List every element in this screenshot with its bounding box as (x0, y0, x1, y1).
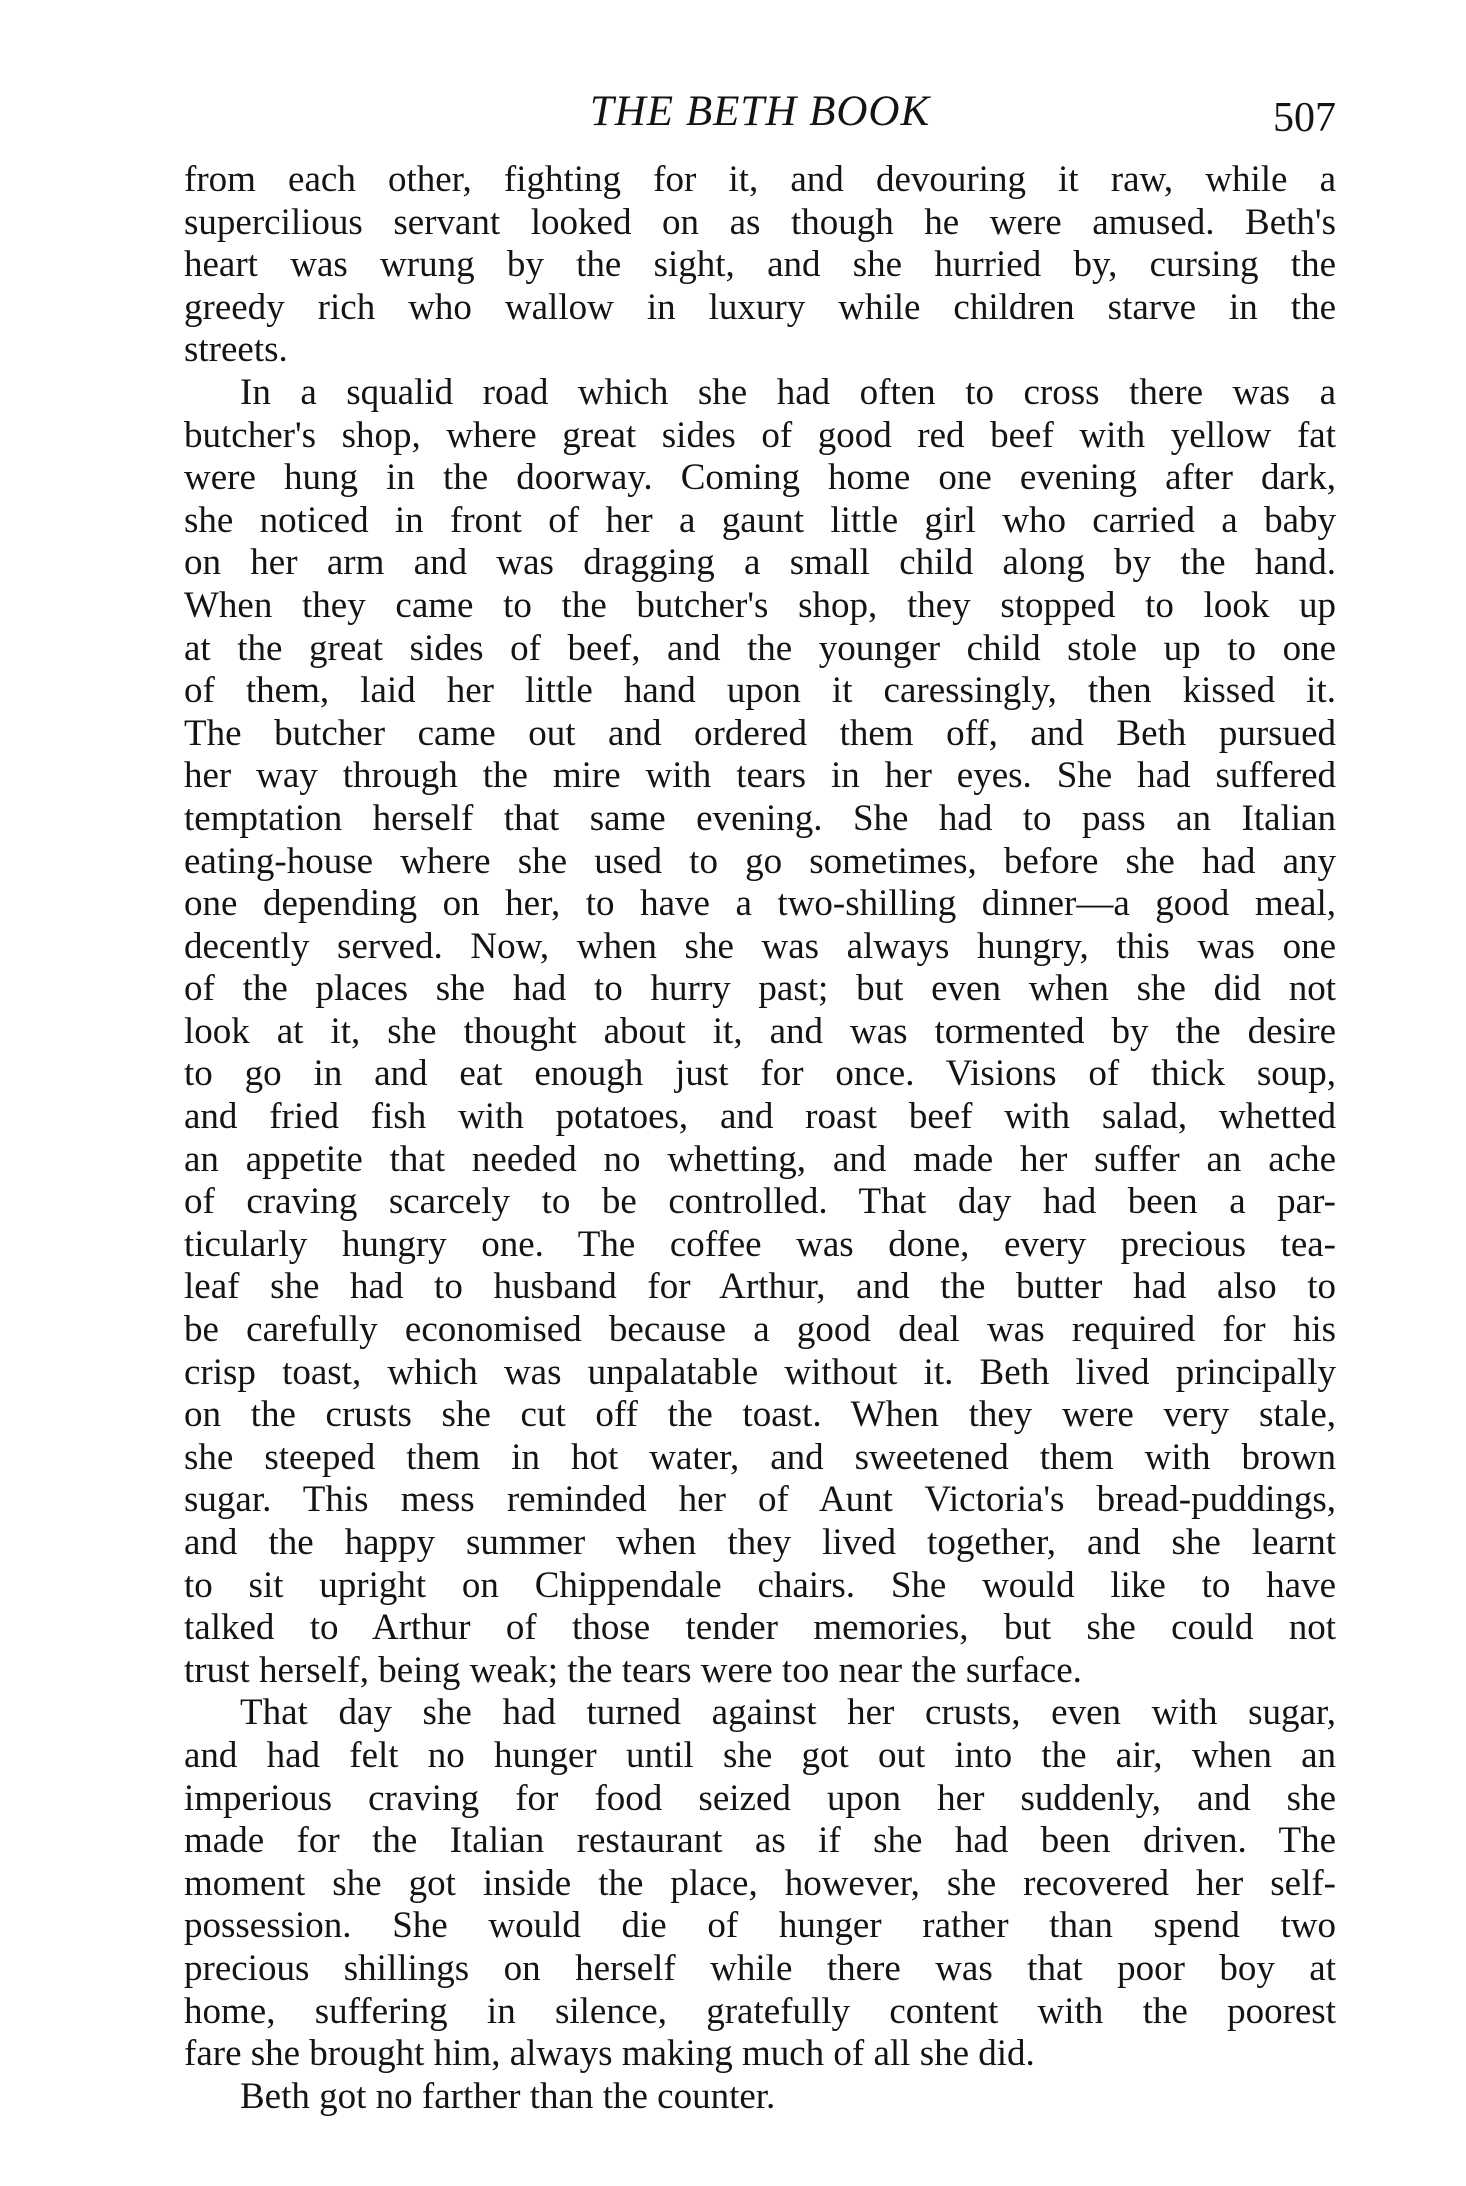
text-line: In a squalid road which she had often to cross there was a (240, 371, 1336, 413)
text-line: butcher's shop, where great sides of good red beef with yellow fat (184, 414, 1336, 456)
text-line: to go in and eat enough just for once. Visions of thick soup, (184, 1053, 1336, 1095)
text-line: leaf she had to husband for Arthur, and the butter had also to (184, 1266, 1336, 1308)
text-line: she steeped them in hot water, and sweetened them with brown (184, 1436, 1336, 1478)
text-line: an appetite that needed no whetting, and made her suffer an ache (184, 1138, 1336, 1180)
text-line: she noticed in front of her a gaunt little girl who carried a baby (184, 499, 1336, 541)
text-line: her way through the mire with tears in her eyes. She had suffered (184, 755, 1336, 797)
text-line: sugar. This mess reminded her of Aunt Victoria's bread-puddings, (184, 1479, 1336, 1521)
text-line: moment she got inside the place, however, she recovered her self- (184, 1862, 1336, 1904)
text-line: temptation herself that same evening. She had to pass an Italian (184, 797, 1336, 839)
text-line: made for the Italian restaurant as if she had been driven. The (184, 1820, 1336, 1862)
text-line: crisp toast, which was unpalatable without it. Beth lived principally (184, 1351, 1336, 1393)
text-line: The butcher came out and ordered them off, and Beth pursued (184, 712, 1336, 754)
text-line: fare she brought him, always making much of all she did. (184, 2033, 1035, 2075)
text-line: greedy rich who wallow in luxury while children starve in the (184, 286, 1336, 328)
text-line: were hung in the doorway. Coming home one evening after dark, (184, 457, 1336, 499)
text-line: decently served. Now, when she was always hungry, this was one (184, 925, 1336, 967)
text-line: heart was wrung by the sight, and she hurried by, cursing the (184, 244, 1336, 286)
text-line: trust herself, being weak; the tears were too near the surface. (184, 1649, 1082, 1691)
text-line: ticularly hungry one. The coffee was done, every precious tea- (184, 1223, 1336, 1265)
text-line: and the happy summer when they lived together, and she learnt (184, 1522, 1336, 1563)
text-line: of them, laid her little hand upon it caressingly, then kissed it. (184, 670, 1336, 712)
page-number: 507 (1273, 95, 1336, 141)
text-line: supercilious servant looked on as though he were amused. Beth's (184, 201, 1336, 243)
text-line: from each other, fighting for it, and devouring it raw, while a (184, 159, 1336, 200)
text-line: Beth got no farther than the counter. (240, 2075, 776, 2117)
text-line: and fried fish with potatoes, and roast beef with salad, whetted (184, 1096, 1336, 1138)
text-line: When they came to the butcher's shop, they stopped to look up (184, 584, 1336, 626)
text-line: precious shillings on herself while there was that poor boy at (184, 1947, 1336, 1989)
text-line: of craving scarcely to be controlled. That day had been a par- (184, 1181, 1336, 1223)
text-line: on her arm and was dragging a small child along by the hand. (184, 542, 1336, 584)
text-line: talked to Arthur of those tender memories, but she could not (184, 1607, 1336, 1649)
text-line: to sit upright on Chippendale chairs. She would like to have (184, 1564, 1336, 1606)
text-line: be carefully economised because a good deal was required for his (184, 1309, 1336, 1351)
text-line: of the places she had to hurry past; but even when she did not (184, 968, 1336, 1010)
text-line: look at it, she thought about it, and was tormented by the desire (184, 1010, 1336, 1052)
body-text (184, 159, 1336, 2118)
page-header (184, 82, 1336, 142)
text-line: at the great sides of beef, and the younger child stole up to one (184, 627, 1336, 669)
text-line: eating-house where she used to go sometimes, before she had any (184, 840, 1336, 882)
text-line: possession. She would die of hunger rather than spend two (184, 1905, 1336, 1947)
text-line: on the crusts she cut off the toast. When they were very stale, (184, 1394, 1336, 1436)
text-line: imperious craving for food seized upon her suddenly, and she (184, 1777, 1336, 1819)
text-line: streets. (184, 329, 288, 371)
text-line: home, suffering in silence, gratefully content with the poorest (184, 1990, 1336, 2032)
text-line: one depending on her, to have a two-shilling dinner—a good meal, (184, 883, 1336, 925)
text-line: That day she had turned against her crusts, even with sugar, (240, 1692, 1336, 1734)
text-line: and had felt no hunger until she got out into the air, when an (184, 1734, 1336, 1776)
running-title: THE BETH BOOK (589, 88, 931, 135)
